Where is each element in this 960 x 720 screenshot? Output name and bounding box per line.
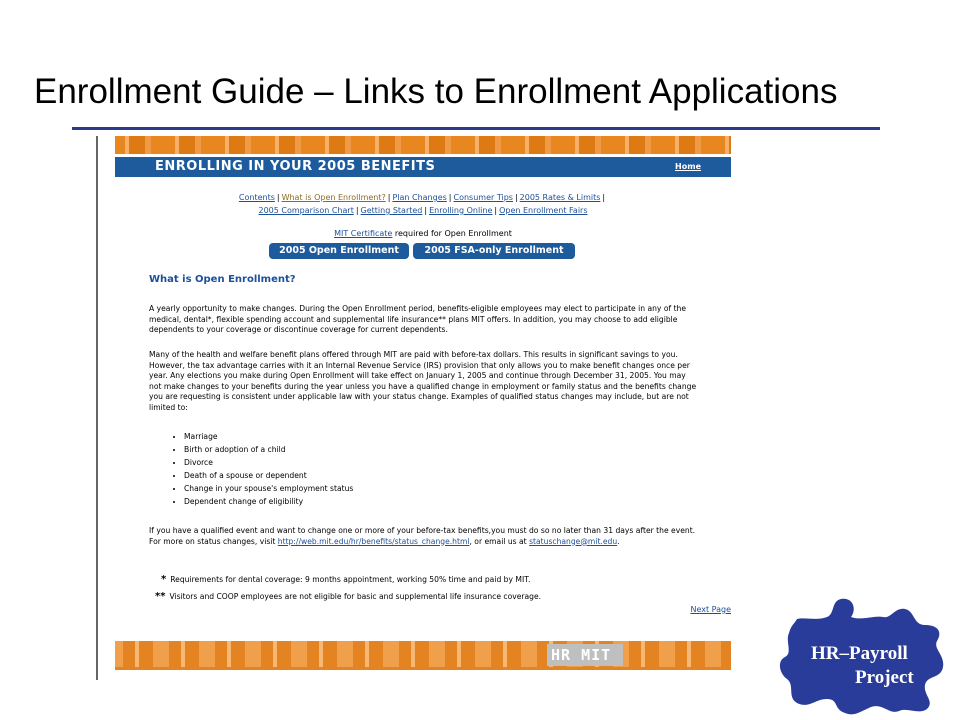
list-item: • Change in your spouse's employment status [184, 482, 353, 495]
section-heading: What is Open Enrollment? [149, 274, 296, 285]
list-item: • Marriage [184, 430, 353, 443]
nav-link-rates-limits[interactable]: 2005 Rates & Limits [519, 193, 601, 202]
next-page-link[interactable]: Next Page [690, 605, 731, 614]
paragraph-tax: Many of the health and welfare benefit plans offered through MIT are paid with before-tax dollars. This results in significant savings to you. However, the tax advantage carries with it an Internal Revenue Service (IRS) provision that only allows you to make benefit changes once per year. Any elections you make during Open Enrollment will take effect on January 1, 2005 and continue through December 31, 2005. You may not make changes to your benefits during the year unless you have a qualified change in employment or family status and the benefits change you are requesting is consistent under applicable law with your status change. Examples of qualified status changes may include, but are not limited to: [149, 350, 697, 412]
logo-text: HR MIT [551, 646, 612, 664]
home-link[interactable]: Home [675, 162, 701, 171]
footer-line [115, 667, 731, 670]
nav-row-1: Contents | What is Open Enrollment? | Plan Changes | Consumer Tips | 2005 Rates & Limits | [238, 193, 606, 202]
orange-header-band [115, 136, 731, 154]
status-change-url-link[interactable]: http://web.mit.edu/hr/benefits/status_change.html [277, 536, 470, 546]
footnote-visitors [155, 591, 541, 602]
slide-title: Enrollment Guide – Links to Enrollment Applications [34, 72, 838, 111]
paragraph-text: If you have a qualified event and want to change one or more of your before-tax benefits,you must do so no later than 31 days after the event. For more on status changes, visit [149, 526, 696, 546]
nav-link-contents[interactable]: Contents [238, 193, 275, 202]
nav-row-2: 2005 Comparison Chart | Getting Started | Enrolling Online | Open Enrollment Fairs [258, 206, 588, 215]
list-item: • Birth or adoption of a child [184, 443, 353, 456]
paragraph-text: , or email us at [469, 536, 530, 546]
puzzle-line-1: HR–Payroll [811, 643, 908, 664]
paragraph-text: . [617, 536, 620, 546]
status-change-list [169, 430, 353, 508]
list-item: • Divorce [184, 456, 353, 469]
nav-link-enrollment-fairs[interactable]: Open Enrollment Fairs [499, 206, 588, 215]
footnote-dental [161, 574, 530, 585]
footnote-mark: * [161, 574, 167, 585]
open-enrollment-button[interactable]: 2005 Open Enrollment [269, 243, 409, 259]
paragraph-qualified-event [149, 526, 699, 547]
page-banner [115, 157, 731, 177]
status-change-email-link[interactable]: statuschange@mit.edu [529, 536, 618, 546]
title-divider [72, 127, 880, 130]
paragraph-intro: A yearly opportunity to make changes. During the Open Enrollment period, benefits-eligible employees may elect to participate in any of the medical, dental*, flexible spending account and supplemental life insurance** plans MIT offers. In addition, you may choose to add eligible dependents to your coverage or discontinue coverage for current dependents. [149, 304, 687, 334]
nav-link-what-is-open-enrollment[interactable]: What is Open Enrollment? [281, 193, 386, 202]
orange-footer-band [115, 641, 731, 667]
puzzle-line-2: Project [855, 667, 914, 688]
nav-link-comparison-chart[interactable]: 2005 Comparison Chart [258, 206, 354, 215]
embedded-webpage-screenshot [115, 136, 731, 670]
fsa-enrollment-button[interactable]: 2005 FSA-only Enrollment [413, 243, 575, 259]
footnote-mark: ** [155, 591, 166, 602]
certificate-note-text: required for Open Enrollment [392, 229, 512, 238]
footnote-text: Visitors and COOP employees are not eligible for basic and supplemental life insurance coverage. [169, 592, 542, 601]
left-divider [96, 136, 98, 680]
hr-mit-logo [547, 644, 623, 666]
nav-link-consumer-tips[interactable]: Consumer Tips [453, 193, 513, 202]
banner-title: ENROLLING IN YOUR 2005 BENEFITS [155, 159, 436, 174]
nav-link-enrolling-online[interactable]: Enrolling Online [429, 206, 493, 215]
nav-link-getting-started[interactable]: Getting Started [360, 206, 423, 215]
list-item: • Death of a spouse or dependent [184, 469, 353, 482]
nav-link-plan-changes[interactable]: Plan Changes [392, 193, 447, 202]
hr-payroll-puzzle-logo [775, 595, 955, 717]
certificate-note [115, 229, 731, 238]
footnote-text: Requirements for dental coverage: 9 months appointment, working 50% time and paid by MIT. [170, 575, 531, 584]
mit-certificate-link[interactable]: MIT Certificate [334, 229, 393, 238]
list-item: • Dependent change of eligibility [184, 495, 353, 508]
